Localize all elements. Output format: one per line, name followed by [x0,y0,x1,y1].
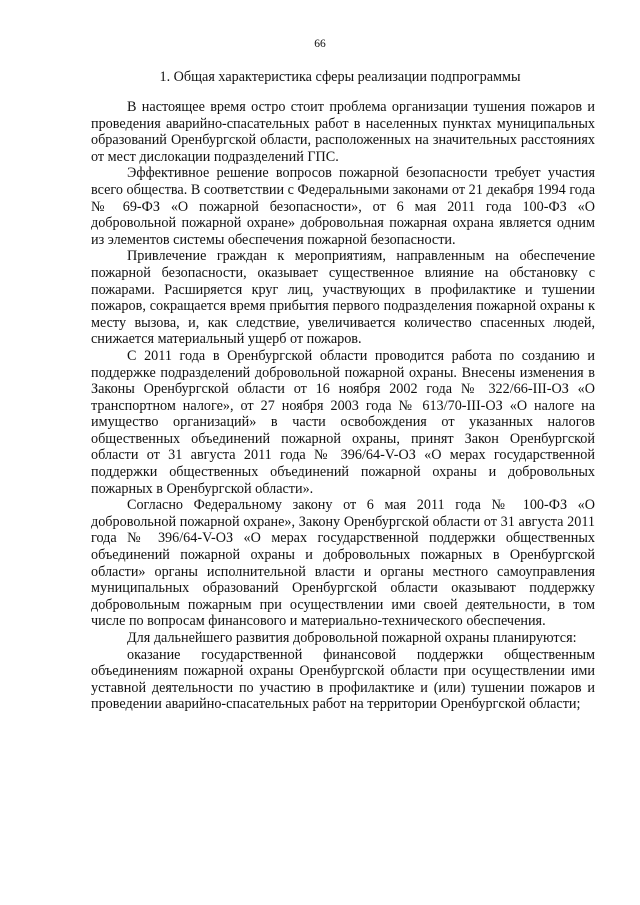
paragraph-financial-support-item: оказание государственной финансовой поддержки общественным объединениям пожарной охраны Оренбургской области при осуществлении ими уставной деятельности по участию в профилактике и (или) тушении пожаров и проведении аварийно-спасательных работ на территории Оренбургской области; [91,646,595,713]
paragraph-authorities-support: Согласно Федеральному закону от 6 мая 2011 года № 100-ФЗ «О добровольной пожарной охране», Закону Оренбургской области от 31 августа 2011 года № 396/64-V-ОЗ «О мерах государственной поддержки общественных объединений пожарной охраны и добровольных пожарных в Оренбургской области» органы исполнительной власти и органы местного самоуправления муниципальных образований Оренбургской области оказывают поддержку добровольным пожарным при осуществлении ими своей деятельности, в том числе по вопросам финансового и материально-технического обеспечения. [91,497,595,630]
paragraph-citizen-involvement: Привлечение граждан к мероприятиям, направленным на обеспечение пожарной безопасности, оказывает существенное влияние на обстановку с пожарами. Расширяется круг лиц, участвующих в профилактике и тушении пожаров, сокращается время прибытия первого подразделения пожарной охраны к месту вызова, и, как следствие, увеличивается количество спасенных людей, снижается материальный ущерб от пожаров. [91,248,595,348]
page-number: 66 [314,38,326,50]
paragraph-fire-problem: В настоящее время остро стоит проблема организации тушения пожаров и проведения аварийно-спасательных работ в населенных пунктах муниципальных образований Оренбургской области, расположенных на значительных расстояниях от мест дислокации подразделений ГПС. [91,99,595,165]
paragraph-federal-laws: Эффективное решение вопросов пожарной безопасности требует участия всего общества. В соответствии с Федеральными законами от 21 декабря 1994 года № 69-ФЗ «О пожарной безопасности», от 6 мая 2011 года 100-ФЗ «О добровольной пожарной охране» добровольная пожарная охрана является одним из элементов системы обеспечения пожарной безопасности. [91,165,595,248]
paragraph-regional-support: С 2011 года в Оренбургской области проводится работа по созданию и поддержке подразделений добровольной пожарной охраны. Внесены изменения в Законы Оренбургской области от 16 ноября 2002 года № 322/66-III-ОЗ «О транспортном налоге», от 27 ноября 2003 года № 613/70-III-ОЗ «О налоге на имущество организаций» в части освобождения от указанных налогов общественных объединений пожарной охраны, принят Закон Оренбургской области от 31 августа 2011 года № 396/64-V-ОЗ «О мерах государственной поддержки общественных объединений пожарной охраны и добровольных пожарных в Оренбургской области». [91,347,595,497]
section-title: 1. Общая характеристика сферы реализации подпрограммы [159,69,521,85]
paragraph-planned-measures: Для дальнейшего развития добровольной пожарной охраны планируются: [127,630,577,646]
document-body [91,99,595,713]
